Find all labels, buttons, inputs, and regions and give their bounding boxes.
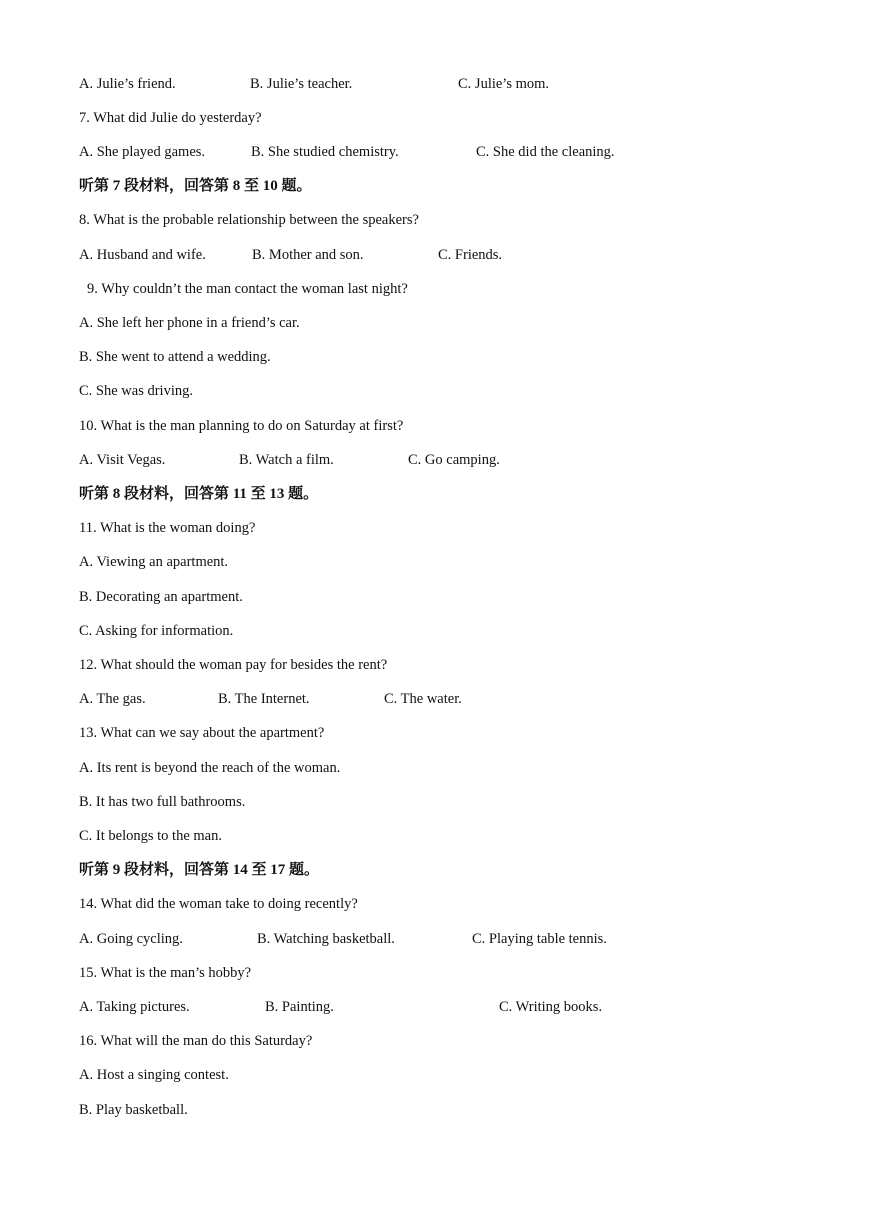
option-15b: B. Painting. <box>265 999 334 1015</box>
section-heading-9: 听第 9 段材料，回答第 14 至 17 题。 <box>79 862 320 878</box>
option-10a: A. Visit Vegas. <box>79 452 166 468</box>
question-9: 9. Why couldn’t the man contact the woman last night? <box>87 281 408 297</box>
option-9b: B. She went to attend a wedding. <box>79 349 271 365</box>
option-11b: B. Decorating an apartment. <box>79 589 243 605</box>
option-8c: C. Friends. <box>438 247 503 263</box>
question-8: 8. What is the probable relationship between the speakers? <box>79 212 419 228</box>
question-16: 16. What will the man do this Saturday? <box>79 1033 313 1049</box>
option-14c: C. Playing table tennis. <box>472 931 607 947</box>
question-14: 14. What did the woman take to doing recently? <box>79 896 358 912</box>
option-7a: A. She played games. <box>79 144 206 160</box>
option-9a: A. She left her phone in a friend’s car. <box>79 315 300 331</box>
option-15c: C. Writing books. <box>499 999 603 1015</box>
option-11c: C. Asking for information. <box>79 623 234 639</box>
section-heading-7: 听第 7 段材料，回答第 8 至 10 题。 <box>79 178 312 194</box>
option-16a: A. Host a singing contest. <box>79 1067 229 1083</box>
option-16b: B. Play basketball. <box>79 1102 188 1118</box>
question-10: 10. What is the man planning to do on Saturday at first? <box>79 418 404 434</box>
option-14b: B. Watching basketball. <box>257 931 395 947</box>
option-7b: B. She studied chemistry. <box>251 144 399 160</box>
option-12c: C. The water. <box>384 691 462 707</box>
option-14a: A. Going cycling. <box>79 931 183 947</box>
option-10b: B. Watch a film. <box>239 452 334 468</box>
option-12b: B. The Internet. <box>218 691 310 707</box>
option-13c: C. It belongs to the man. <box>79 828 222 844</box>
option-10c: C. Go camping. <box>408 452 500 468</box>
question-13: 13. What can we say about the apartment? <box>79 725 325 741</box>
question-11: 11. What is the woman doing? <box>79 520 256 536</box>
question-7: 7. What did Julie do yesterday? <box>79 110 262 126</box>
question-15: 15. What is the man’s hobby? <box>79 965 252 981</box>
option-13a: A. Its rent is beyond the reach of the woman. <box>79 760 341 776</box>
option-7c: C. She did the cleaning. <box>476 144 615 160</box>
option-11a: A. Viewing an apartment. <box>79 554 229 570</box>
question-12: 12. What should the woman pay for besides the rent? <box>79 657 388 673</box>
option-9c: C. She was driving. <box>79 383 193 399</box>
option-12a: A. The gas. <box>79 691 146 707</box>
option-13b: B. It has two full bathrooms. <box>79 794 246 810</box>
option-8b: B. Mother and son. <box>252 247 364 263</box>
option-6a: A. Julie’s friend. <box>79 76 176 92</box>
option-8a: A. Husband and wife. <box>79 247 206 263</box>
option-6b: B. Julie’s teacher. <box>250 76 353 92</box>
option-15a: A. Taking pictures. <box>79 999 190 1015</box>
section-heading-8: 听第 8 段材料，回答第 11 至 13 题。 <box>79 486 319 502</box>
option-6c: C. Julie’s mom. <box>458 76 550 92</box>
